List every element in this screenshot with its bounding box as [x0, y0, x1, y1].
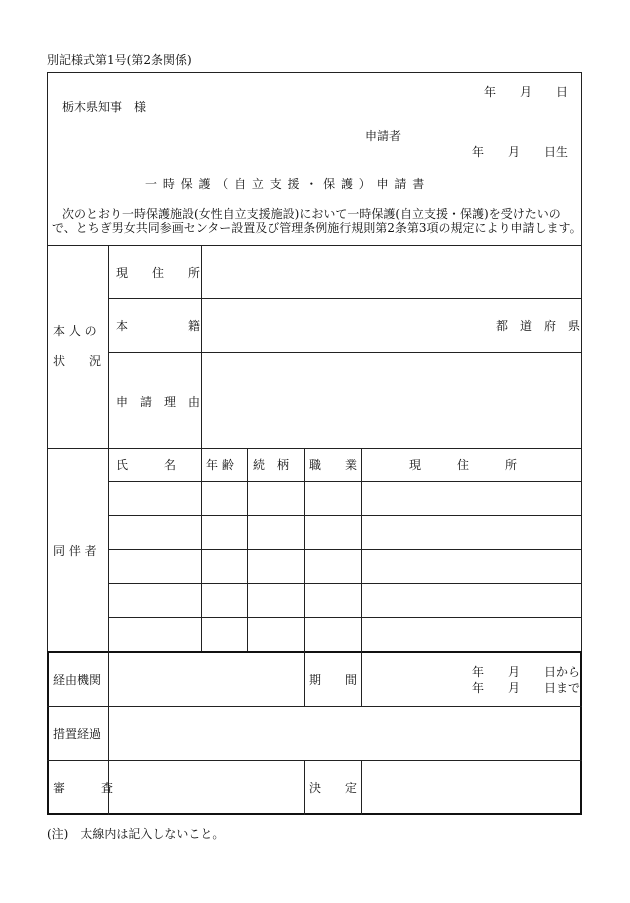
agency-label: 経由機関: [53, 673, 102, 687]
companions-label: 同 伴 者: [53, 544, 97, 558]
companion-row-divider: [108, 515, 582, 516]
col-header-occupation: 職 業: [309, 458, 358, 472]
row-divider: [108, 298, 582, 299]
period-to: 年 月 日まで: [472, 681, 581, 695]
row-divider: [108, 352, 582, 353]
companion-row-divider: [108, 617, 582, 618]
companions-section-top: [47, 448, 582, 449]
form-title: 一 時 保 護 （ 自 立 支 援 ・ 保 護 ） 申 請 書: [145, 177, 426, 191]
col-header-relation: 続 柄: [253, 458, 290, 472]
review-label: 審 査: [53, 781, 114, 795]
col-header-address: 現 住 所: [409, 458, 518, 472]
applicant-label: 申請者: [365, 129, 402, 143]
companion-name-cell[interactable]: [110, 484, 199, 513]
office-row-divider: [47, 706, 582, 707]
col-header-age: 年 齢: [206, 458, 234, 472]
intro-line-2: で、とちぎ男女共同参画センター設置及び管理条例施行規則第2条第3項の規定により申請します。: [52, 221, 582, 235]
honseki-field[interactable]: [203, 302, 483, 348]
reason-label: 申 請 理 由: [116, 395, 201, 409]
self-section-top: [47, 245, 582, 246]
companion-name-cell[interactable]: [110, 586, 199, 615]
self-label-line1: 本 人 の: [53, 324, 97, 338]
honseki-label: 本 籍: [116, 319, 201, 333]
companion-name-cell[interactable]: [110, 552, 199, 581]
address-label: 現 住 所: [116, 266, 201, 280]
col-header-name: 氏 名: [116, 458, 177, 472]
office-divider: [304, 760, 305, 815]
footnote: (注) 太線内は記入しないこと。: [47, 827, 225, 841]
decision-label: 決 定: [309, 781, 358, 795]
companion-row-divider: [108, 583, 582, 584]
address-field[interactable]: [203, 250, 580, 296]
companion-row-divider: [108, 481, 582, 482]
addressee: 栃木県知事 様: [62, 100, 147, 114]
measures-label: 措置経過: [53, 727, 102, 741]
reason-field[interactable]: [203, 356, 580, 446]
companion-name-cell[interactable]: [110, 620, 199, 649]
self-label-line2: 状 況: [53, 354, 102, 368]
date-line[interactable]: 年 月 日: [484, 85, 569, 99]
office-divider: [304, 651, 305, 706]
companion-row-divider: [108, 549, 582, 550]
period-label: 期 間: [309, 673, 358, 687]
office-divider: [361, 760, 362, 815]
companion-name-cell[interactable]: [110, 518, 199, 547]
self-field-divider: [201, 245, 202, 448]
prefecture-suffix: 都 道 府 県: [496, 319, 581, 333]
intro-line-1: 次のとおり一時保護施設(女性自立支援施設)において一時保護(自立支援・保護)を受けたいの: [62, 207, 561, 221]
office-divider: [361, 651, 362, 706]
form-number: 別記様式第1号(第2条関係): [47, 53, 192, 67]
birth-date-line[interactable]: 年 月 日生: [472, 145, 569, 159]
period-from: 年 月 日から: [472, 665, 581, 679]
office-row-divider: [47, 760, 582, 761]
